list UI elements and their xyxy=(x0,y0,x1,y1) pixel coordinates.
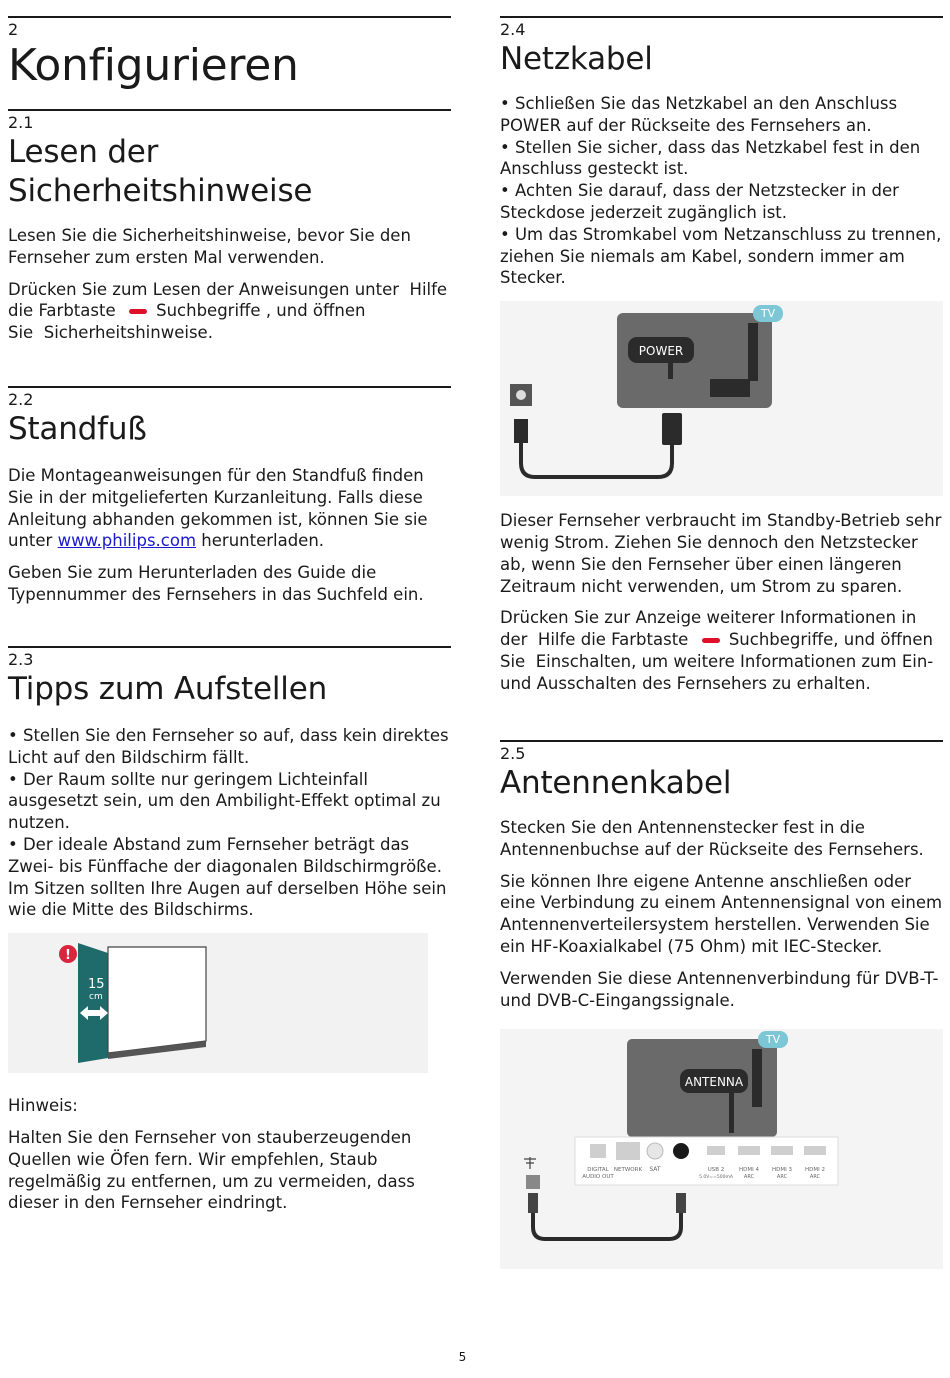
text: : xyxy=(72,1096,78,1116)
text: . xyxy=(207,323,213,343)
paragraph: Sie können Ihre eigene Antenne anschließen oder eine Verbindung zu einem Antennensignal von einem Antennenverteilersystem herstellen. Verwenden Sie ein HF-Koaxialkabel (75 Ohm) mit IEC-Stecker. xyxy=(500,871,943,956)
power-port-pin xyxy=(668,363,673,379)
port-label: HDMI 4 xyxy=(739,1167,759,1174)
paragraph xyxy=(500,607,943,694)
einschalten-link[interactable]: Einschalten xyxy=(535,651,632,671)
chapter-number: 2 xyxy=(8,20,19,39)
hdmi2-port xyxy=(804,1146,826,1155)
section-title: Antennenkabel xyxy=(500,765,732,801)
port-label: ARC xyxy=(776,1174,788,1181)
note-text: Halten Sie den Fernseher von stauberzeugenden Quellen wie Öfen fern. Wir empfehlen, Staub regelmäßig zu entfernen, um zu vermeiden, dass dieser in den Fernseher eindringt. xyxy=(8,1127,415,1213)
bullet: • Stellen Sie den Fernseher so auf, dass kein direktes Licht auf den Bildschirm fällt. xyxy=(8,726,449,767)
tv-plug xyxy=(662,413,682,445)
paragraph xyxy=(8,562,451,606)
tv-slot xyxy=(752,1049,762,1107)
section-number: 2.1 xyxy=(8,113,34,132)
port-label: 5.0V==500mA xyxy=(699,1175,733,1181)
paragraph: Dieser Fernseher verbraucht im Standby-Betrieb sehr wenig Strom. Ziehen Sie dennoch den Netzstecker ab, wenn Sie den Fernseher über einen längeren Zeitraum nicht verwenden, um Strom zu sparen. xyxy=(500,511,942,596)
port-label: HDMI 2 xyxy=(805,1167,825,1174)
bullet: • Stellen Sie sicher, dass das Netzkabel fest in den Anschluss gesteckt ist. xyxy=(500,137,921,179)
hilfe-link[interactable]: Hilfe xyxy=(537,630,576,650)
text: , und öffnen Sie xyxy=(500,630,933,671)
section-number: 2.4 xyxy=(500,20,526,39)
hdmi4-port xyxy=(738,1146,760,1155)
tv-badge-label: TV xyxy=(765,1033,781,1047)
paragraph: Verwenden Sie diese Antennenverbindung für DVB-T- und DVB-C-Eingangssignale. xyxy=(500,968,939,1010)
tv-port xyxy=(710,379,750,397)
text: auf der Rückseite des Fernsehers an. xyxy=(566,115,872,135)
text: Die Montageanweisungen für den Standfuß finden Sie in der mitgelieferten Kurzanleitung. Falls diese Anleitung abhanden gekommen ist, können Sie sie unter xyxy=(8,466,428,551)
port-label: ARC xyxy=(743,1174,755,1181)
warning-mark: ! xyxy=(65,948,71,964)
antennenbuchse-term: Antennenbuchse xyxy=(500,839,640,859)
power-cable-illustration xyxy=(500,301,943,496)
text: die Farbtaste xyxy=(580,630,689,650)
hdmi3-port xyxy=(771,1146,793,1155)
distance-number: 15 xyxy=(88,977,105,993)
text: , um weitere Informationen zum Ein- und Ausschalten des Fernsehers zu erhalten. xyxy=(500,651,934,693)
text: Geben Sie zum Herunterladen des xyxy=(8,563,293,583)
power-term: POWER xyxy=(500,115,562,135)
bullet: • Um das Stromkabel vom Netzanschluss zu trennen, ziehen Sie niemals am Kabel, sondern immer am Stecker. xyxy=(500,224,942,288)
text: Drücken Sie zur Anzeige weiterer Informationen in der xyxy=(500,608,917,650)
bullet xyxy=(500,93,943,137)
bullet: • Achten Sie darauf, dass der Netzstecker in der Steckdose jederzeit zugänglich ist. xyxy=(500,181,899,222)
section-number: 2.2 xyxy=(8,390,34,409)
text: die Farbtaste xyxy=(8,301,116,321)
wall-panel xyxy=(78,943,108,1063)
antenna-port-line xyxy=(729,1093,734,1133)
page-number: 5 xyxy=(458,1350,467,1364)
antenna-cable-illustration xyxy=(500,1029,943,1269)
port-label: HDMI 3 xyxy=(772,1167,792,1174)
hilfe-link[interactable]: Hilfe xyxy=(409,279,448,299)
section-number: 2.5 xyxy=(500,744,526,763)
antenna-plug-right xyxy=(676,1193,686,1213)
distance-unit: cm xyxy=(89,992,103,1003)
section-title: Netzkabel xyxy=(500,41,653,77)
text: die Typennummer des Fernsehers in das Suchfeld ein. xyxy=(8,563,424,604)
text: Stecken Sie den Antennenstecker fest in die xyxy=(500,818,865,837)
port-label: NETWORK xyxy=(613,1167,643,1174)
usb-port xyxy=(707,1146,725,1155)
paragraph: Lesen Sie die Sicherheitshinweise, bevor Sie den Fernseher zum ersten Mal verwenden. xyxy=(8,226,411,267)
paragraph xyxy=(8,279,451,344)
bullet: • Der Raum sollte nur geringem Lichteinfall ausgesetzt sein, um den Ambilight-Effekt optimal zu nutzen. xyxy=(8,769,441,833)
tv-badge-label: TV xyxy=(760,307,776,321)
note-label xyxy=(8,1095,451,1117)
guide-term: Guide xyxy=(297,563,346,583)
text: Hinweis xyxy=(8,1096,73,1116)
network-port xyxy=(616,1142,640,1160)
section-2-4 xyxy=(500,16,943,695)
bullet: • Der ideale Abstand zum Fernseher beträgt das Zwei- bis Fünffache der diagonalen Bildschirmgröße. Im Sitzen sollten Ihre Augen auf derselben Höhe sein wie die Mitte des Bildschirms. xyxy=(8,834,447,920)
antenna-label: ANTENNA xyxy=(684,1075,744,1090)
port-label: USB 2 xyxy=(707,1167,725,1174)
text: herunterladen. xyxy=(201,531,325,551)
text: , und öffnen xyxy=(265,301,366,321)
section-2-3 xyxy=(8,646,451,1214)
section-2-1 xyxy=(8,109,451,344)
section-title: Standfuß xyxy=(8,411,147,447)
suchbegriffe-link[interactable]: Suchbegriffe xyxy=(728,630,834,650)
text: auf der Rückseite des Fernsehers. xyxy=(644,839,924,859)
socket-icon xyxy=(516,390,526,400)
tv-slot xyxy=(748,323,758,381)
paragraph xyxy=(500,817,943,861)
section-number: 2.3 xyxy=(8,650,34,669)
section-title-line1: Lesen der xyxy=(8,134,159,170)
section-title-line2: Sicherheitshinweise xyxy=(8,173,313,209)
port-label: AUDIO OUT xyxy=(582,1174,614,1181)
text: Sie xyxy=(8,323,34,343)
power-label: POWER xyxy=(638,344,684,359)
antenna-plug-left xyxy=(528,1193,538,1213)
port-label: SAT xyxy=(649,1166,661,1174)
optical-port xyxy=(590,1144,606,1158)
philips-link[interactable]: www.philips.com xyxy=(57,531,197,551)
text: • Schließen Sie das Netzkabel an den Anschluss xyxy=(500,94,898,113)
section-2-2 xyxy=(8,386,451,606)
wall-plug xyxy=(514,419,528,443)
red-key-icon xyxy=(129,309,147,314)
chapter-header xyxy=(8,16,451,92)
paragraph xyxy=(8,465,451,552)
sat-port xyxy=(647,1143,663,1159)
port-label: ARC xyxy=(809,1174,821,1181)
sicherheitshinweise-link[interactable]: Sicherheitshinweise xyxy=(43,323,208,343)
suchbegriffe-link[interactable]: Suchbegriffe xyxy=(156,301,261,321)
antenna-port xyxy=(673,1143,689,1159)
chapter-title: Konfigurieren xyxy=(8,40,299,91)
tv-screen xyxy=(108,947,206,1053)
text: Drücken Sie zum Lesen der Anweisungen unter xyxy=(8,279,400,299)
port-label: DIGITAL xyxy=(587,1167,609,1174)
tv-distance-illustration xyxy=(8,933,428,1073)
antenna-wall-socket xyxy=(526,1175,540,1189)
section-title: Tipps zum Aufstellen xyxy=(8,671,328,707)
section-2-5 xyxy=(500,740,943,1269)
red-key-icon xyxy=(702,638,720,643)
